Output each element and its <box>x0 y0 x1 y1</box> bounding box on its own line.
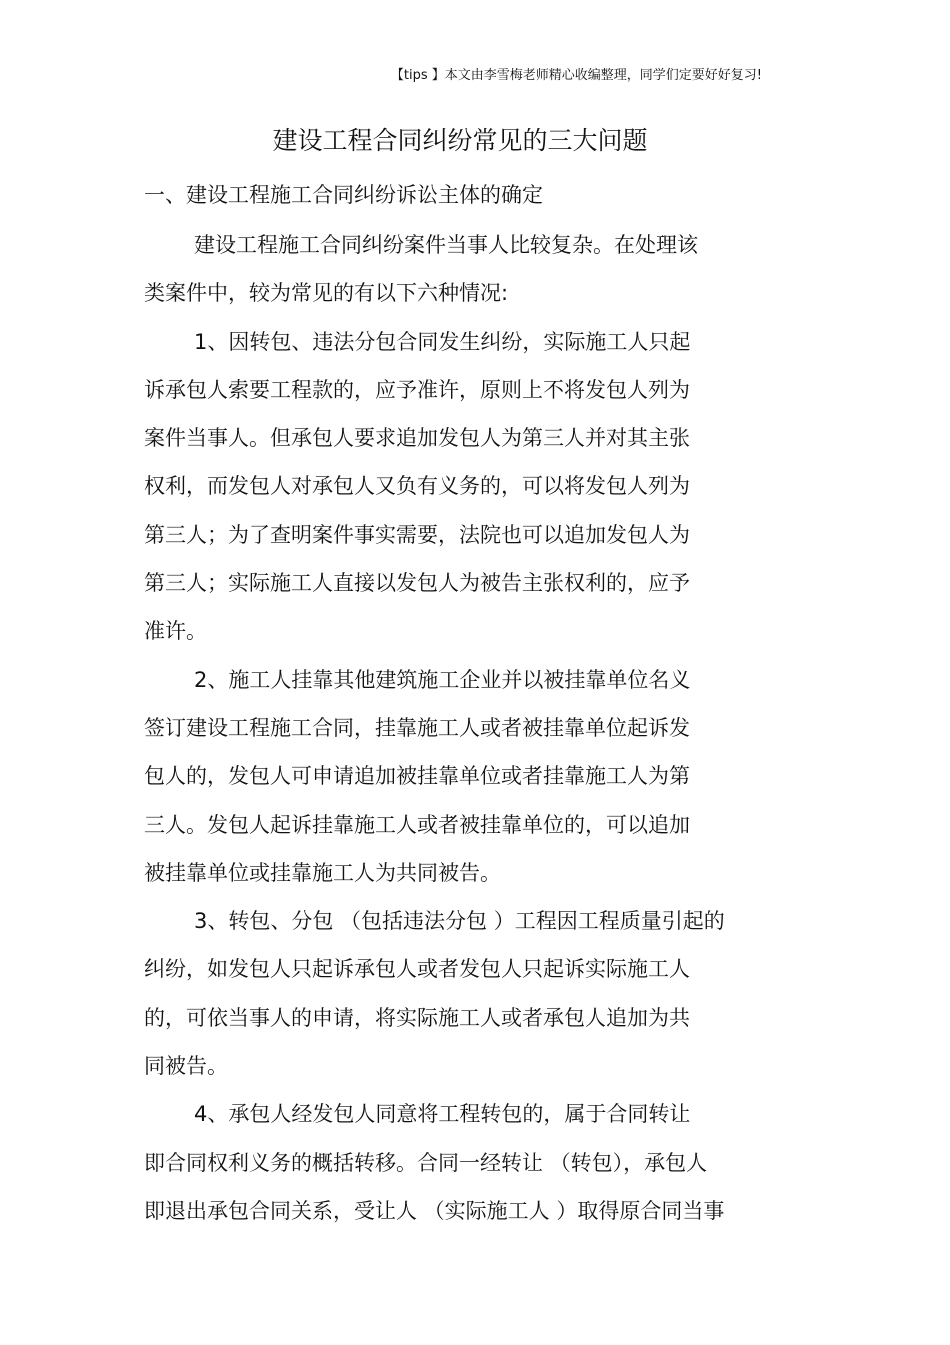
text-line: 第三人；实际施工人直接以发包人为被告主张权利的，应予 <box>144 571 690 596</box>
section-heading: 一、建设工程施工合同纠纷诉讼主体的确定 <box>144 183 543 207</box>
text-line: 签订建设工程施工合同，挂靠施工人或者被挂靠单位起诉发 <box>144 715 690 740</box>
paragraph <box>144 230 844 327</box>
text-line: 纠纷，如发包人只起诉承包人或者发包人只起诉实际施工人 <box>144 957 690 982</box>
text-line: 同被告。 <box>144 1054 228 1079</box>
document-body <box>144 230 844 1244</box>
text-line: 即退出承包合同关系，受让人 （实际施工人 ）取得原合同当事 <box>144 1198 725 1223</box>
text-line: 4、承包人经发包人同意将工程转包的，属于合同转让 <box>194 1102 691 1127</box>
text-line: 准许。 <box>144 619 207 644</box>
text-line: 1、因转包、违法分包合同发生纠纷，实际施工人只起 <box>194 329 691 354</box>
text-line: 权利，而发包人对承包人又负有义务的，可以将发包人列为 <box>144 474 690 499</box>
document-title: 建设工程合同纠纷常见的三大问题 <box>272 126 648 155</box>
text-line: 2、施工人挂靠其他建筑施工企业并以被挂靠单位名义 <box>194 667 691 692</box>
text-line: 类案件中，较为常见的有以下六种情况: <box>144 281 509 306</box>
paragraph <box>144 906 844 1099</box>
paragraph <box>144 1099 844 1244</box>
text-line: 案件当事人。但承包人要求追加发包人为第三人并对其主张 <box>144 426 690 451</box>
paragraph <box>144 327 844 665</box>
text-line: 诉承包人索要工程款的，应予准许，原则上不将发包人列为 <box>144 377 690 402</box>
text-line: 3、转包、分包 （包括违法分包 ）工程因工程质量引起的 <box>194 909 725 934</box>
text-line: 被挂靠单位或挂靠施工人为共同被告。 <box>144 860 501 885</box>
text-line: 第三人；为了查明案件事实需要，法院也可以追加发包人为 <box>144 522 690 547</box>
text-line: 的，可依当事人的申请，将实际施工人或者承包人追加为共 <box>144 1005 690 1030</box>
header-tips: 【tips 】本文由李雪梅老师精心收编整理，同学们定要好好复习! <box>390 68 762 83</box>
text-line: 即合同权利义务的概括转移。合同一经转让 （转包），承包人 <box>144 1150 708 1175</box>
text-line: 建设工程施工合同纠纷案件当事人比较复杂。在处理该 <box>194 233 698 257</box>
text-line: 三人。发包人起诉挂靠施工人或者被挂靠单位的，可以追加 <box>144 812 690 837</box>
paragraph <box>144 665 844 906</box>
text-line: 包人的，发包人可申请追加被挂靠单位或者挂靠施工人为第 <box>144 764 690 789</box>
